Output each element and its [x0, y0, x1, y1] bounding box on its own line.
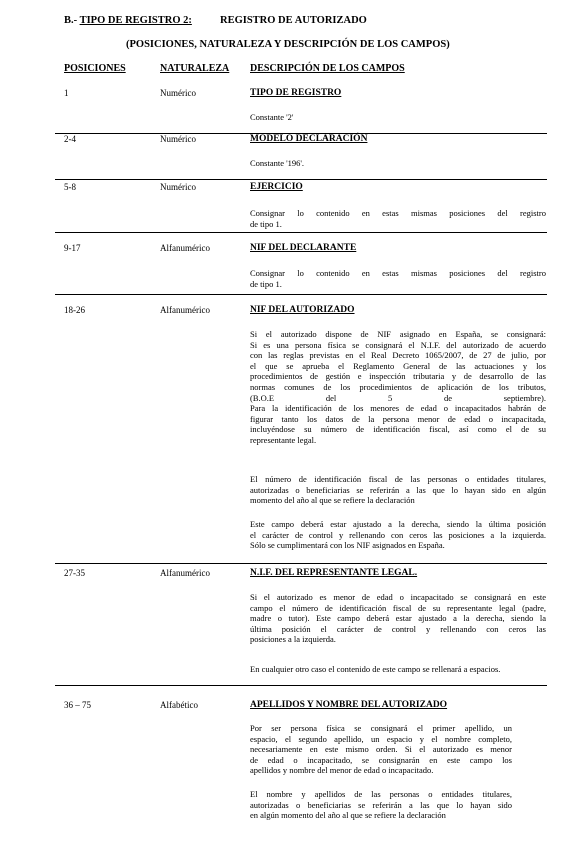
record-type-label: TIPO DE REGISTRO 2:: [79, 15, 192, 26]
section-heading: [64, 15, 192, 27]
field-description-paragraph: [250, 329, 546, 446]
description-line: en algún momento del año al que se refiere la declaración: [250, 810, 446, 821]
description-line: de edad o incapacitado, se consignarán en este campo los: [250, 754, 512, 765]
description-line: Si es una persona física se consignará el N.I.F. del autorizado de acuerdo: [250, 339, 546, 350]
description-line: el carácter de control y rellenando con ceros las posiciones a la izquierda.: [250, 529, 546, 540]
field-nature: Numérico: [160, 88, 196, 98]
subtitle: (POSICIONES, NATURALEZA Y DESCRIPCIÓN DE LOS CAMPOS): [126, 39, 450, 50]
row-separator: [55, 133, 547, 134]
description-line: Para la identificación de los menores de edad o incapacitados habrán de: [250, 403, 546, 414]
description-line: madre o tutor). Este campo deberá estar ajustado a la derecha, siendo la: [250, 613, 546, 624]
description-line: posiciones a la izquierda.: [250, 634, 336, 645]
description-line: representante legal.: [250, 434, 317, 445]
description-line: Si el autorizado dispone de NIF asignado en España, se consignará:: [250, 329, 546, 339]
field-position: 36 – 75: [64, 700, 91, 710]
field-position: 27-35: [64, 568, 85, 578]
row-separator: [55, 685, 547, 686]
field-description-paragraph: [250, 789, 512, 821]
field-nature: Alfanumérico: [160, 243, 210, 253]
field-position: 9-17: [64, 243, 81, 253]
field-description-paragraph: [250, 268, 546, 289]
field-description-paragraph: [250, 664, 546, 675]
field-title: N.I.F. DEL REPRESENTANTE LEGAL.: [250, 568, 418, 578]
field-description-paragraph: [250, 158, 546, 169]
field-nature: Numérico: [160, 134, 196, 144]
description-line: Consignar lo contenido en estas mismas posiciones del registro: [250, 268, 546, 278]
field-nature: Alfanumérico: [160, 305, 210, 315]
field-nature: Numérico: [160, 182, 196, 192]
field-position: 2-4: [64, 134, 76, 144]
row-separator: [55, 232, 547, 233]
description-line: necesariamente en este mismo orden. Si el autorizado es menor: [250, 744, 512, 755]
field-title: EJERCICIO: [250, 182, 303, 192]
field-description-paragraph: [250, 208, 546, 229]
row-separator: [55, 179, 547, 180]
description-line: procedimientos de gestión e inspección tributaria y de desarrollo de las: [250, 371, 546, 382]
description-line: autorizadas o beneficiarias se referirán a las que lo hayan sido: [250, 799, 512, 810]
description-line: el que se aprueba el Reglamento General de las actuaciones y los: [250, 360, 546, 371]
description-line: espacio, el segundo apellido, un espacio y el nombre completo,: [250, 733, 512, 744]
field-title: NIF DEL DECLARANTE: [250, 243, 357, 253]
description-line: Este campo deberá estar ajustado a la derecha, siendo la última posición: [250, 519, 546, 529]
description-line: campo el número de identificación fiscal de su representante legal (padre,: [250, 602, 546, 613]
field-description-paragraph: [250, 723, 512, 776]
field-position: 18-26: [64, 305, 85, 315]
record-name: REGISTRO DE AUTORIZADO: [220, 15, 367, 26]
description-line: Si el autorizado es menor de edad o incapacitado se consignará en este: [250, 592, 546, 602]
row-separator: [55, 563, 547, 564]
description-line: de tipo 1.: [250, 218, 282, 229]
description-line: Por ser persona física se consignará el primer apellido, un: [250, 723, 512, 733]
column-header-nature: NATURALEZA: [160, 63, 230, 74]
description-line: Constante '196'.: [250, 158, 305, 168]
description-line: autorizadas o beneficiarias se referirán a las que lo hayan sido en algún: [250, 484, 546, 495]
description-line: normas comunes de los procedimientos de aplicación de los tributos,: [250, 381, 546, 392]
description-line: apellidos y nombre del menor de edad o incapacitado.: [250, 765, 434, 776]
row-separator: [55, 294, 547, 295]
description-line: figurar tanto los datos de la persona menor de edad o incapacitada,: [250, 413, 546, 424]
description-line: En cualquier otro caso el contenido de este campo se rellenará a espacios.: [250, 664, 501, 674]
description-line: Constante '2': [250, 112, 294, 122]
field-position: 5-8: [64, 182, 76, 192]
description-line: de tipo 1.: [250, 278, 282, 289]
description-line: momento del año al que se refiere la declaración: [250, 495, 415, 506]
field-title: MODELO DECLARACIÓN: [250, 134, 368, 144]
field-nature: Alfabético: [160, 700, 198, 710]
description-line: (B.O.E del 5 de septiembre).: [250, 392, 546, 403]
description-line: con las reglas previstas en el Real Decreto 1065/2007, de 27 de julio, por: [250, 350, 546, 361]
description-line: incluyéndose su número de identificación fiscal, así como el de su: [250, 424, 546, 435]
section-prefix: B.-: [64, 15, 80, 26]
description-line: El número de identificación fiscal de las personas o entidades titulares,: [250, 474, 546, 484]
column-header-description: DESCRIPCIÓN DE LOS CAMPOS: [250, 63, 405, 74]
field-description-paragraph: [250, 519, 546, 551]
field-title: APELLIDOS Y NOMBRE DEL AUTORIZADO: [250, 700, 448, 710]
description-line: Sólo se cumplimentará con los NIF asignados en España.: [250, 540, 445, 551]
field-description-paragraph: [250, 474, 546, 506]
field-title: NIF DEL AUTORIZADO: [250, 305, 355, 315]
field-position: 1: [64, 88, 69, 98]
description-line: última posición el carácter de control y rellenando con ceros las: [250, 623, 546, 634]
field-nature: Alfanumérico: [160, 568, 210, 578]
field-description-paragraph: [250, 112, 546, 123]
description-line: Consignar lo contenido en estas mismas posiciones del registro: [250, 208, 546, 218]
description-line: El nombre y apellidos de las personas o entidades titulares,: [250, 789, 512, 799]
field-title: TIPO DE REGISTRO: [250, 88, 342, 98]
column-header-positions: POSICIONES: [64, 63, 126, 74]
field-description-paragraph: [250, 592, 546, 645]
